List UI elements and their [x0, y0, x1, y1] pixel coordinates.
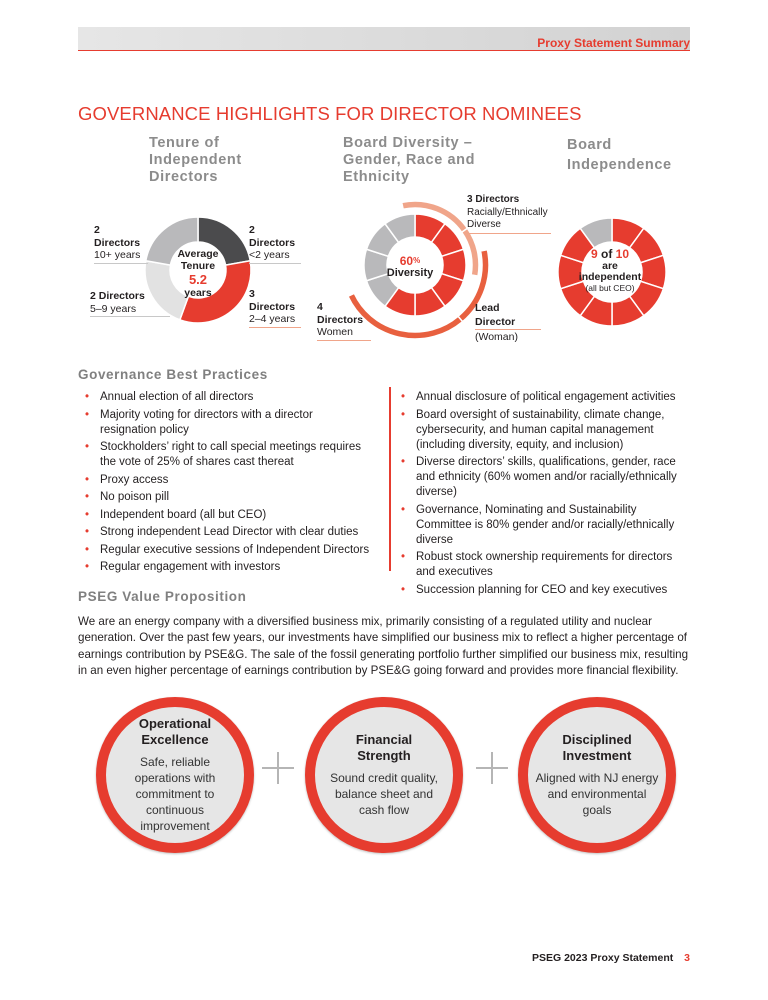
percent-sign: %: [413, 256, 421, 265]
section-title: Proxy Statement Summary: [537, 36, 690, 50]
title: Lead Director: [475, 301, 541, 330]
plus-icon: [262, 752, 294, 784]
racial-diversity-label: [467, 194, 551, 234]
best-practice-item: • Annual disclosure of political engagement activities: [398, 390, 690, 405]
page-header-bar: [78, 27, 690, 51]
count: 2 Directors: [249, 224, 296, 249]
pillar-disciplined-investment: [518, 697, 676, 853]
count: 4 Directors: [317, 301, 364, 326]
best-practice-item: • Majority voting for directors with a director resignation policy: [82, 408, 372, 438]
best-practice-item: • Robust stock ownership requirements for directors and executives: [398, 550, 690, 580]
average-tenure-value: 5.2: [188, 272, 208, 287]
best-practices-left-list: [82, 390, 372, 578]
value-prop-heading: PSEG Value Proposition: [78, 589, 247, 604]
best-practice-item: • Diverse directors’ skills, qualifications, gender, race and ethnicity (60% women and/or racially/ethnically diverse): [398, 455, 690, 500]
best-practices-right-list: [398, 390, 690, 600]
diversity-heading: [343, 135, 475, 186]
center-label: Tenure: [180, 260, 216, 272]
best-practice-item: • Annual election of all directors: [82, 390, 372, 405]
heading-line: Independence: [567, 157, 672, 173]
of-text: of: [597, 247, 616, 261]
diversity-center: [380, 255, 440, 279]
pillar-financial-strength: [305, 697, 463, 853]
center-unit: years: [184, 287, 212, 299]
range: 2–4 years: [249, 313, 296, 325]
pillar-title: Disciplined: [562, 732, 632, 747]
tenure-label-10plus: [94, 224, 148, 264]
total-count: 10: [615, 247, 630, 261]
diversity-label: Diversity: [386, 267, 434, 279]
heading-line: Gender, Race and: [343, 152, 476, 168]
heading-line: Board Diversity –: [343, 135, 473, 151]
pillar-title: Investment: [562, 748, 632, 763]
label: Diverse: [467, 219, 501, 230]
heading-line: Board: [567, 137, 612, 153]
best-practice-item: • Proxy access: [82, 473, 372, 488]
best-practices-heading: Governance Best Practices: [78, 367, 268, 382]
best-practice-item: • Board oversight of sustainability, climate change, cybersecurity, and human capital management (including diversity, equity, and inclusion): [398, 408, 690, 453]
center-label: Average: [177, 248, 219, 260]
heading-line: Directors: [149, 169, 219, 185]
label: independent: [578, 271, 642, 283]
pillar-operational-excellence: [96, 697, 254, 853]
independence-center: [577, 248, 643, 294]
heading-line: Tenure of: [149, 135, 220, 151]
diversity-percent: 60: [399, 254, 414, 268]
count: 2 Directors: [90, 290, 145, 302]
best-practice-item: • Strong independent Lead Director with clear duties: [82, 525, 372, 540]
heading-line: Independent: [149, 152, 242, 168]
footer-doc-title: PSEG 2023 Proxy Statement: [532, 952, 674, 964]
tenure-label-5to9: [90, 290, 170, 317]
lead-director-label: [475, 301, 541, 344]
tenure-label-lt2: [249, 224, 301, 264]
pillar-body: Safe, reliable operations with commitment to continuous improvement: [134, 755, 216, 833]
best-practice-item: • Governance, Nominating and Sustainability Committee is 80% gender and/or racially/ethnically diverse: [398, 503, 690, 548]
label: are: [602, 260, 618, 272]
label: (Woman): [475, 331, 518, 343]
best-practice-item: • Regular engagement with investors: [82, 560, 372, 575]
best-practice-item: • Stockholders’ right to call special meetings requires the vote of 25% of shares cast thereat: [82, 440, 372, 470]
tenure-center: [168, 248, 228, 299]
pillar-body: Sound credit quality, balance sheet and cash flow: [330, 771, 438, 817]
independence-heading: [567, 135, 672, 175]
column-divider: [389, 387, 391, 571]
page-footer: [532, 952, 690, 964]
tenure-heading: [149, 135, 242, 186]
independent-count: 9: [590, 247, 598, 261]
count: 3 Directors: [249, 288, 296, 313]
range: 5–9 years: [90, 302, 137, 315]
women-label: [317, 301, 371, 341]
best-practice-item: • No poison pill: [82, 490, 372, 505]
pillar-title: Excellence: [141, 732, 209, 747]
range: 10+ years: [94, 249, 141, 261]
range: <2 years: [249, 249, 290, 261]
count: 3 Directors: [467, 194, 520, 205]
label: Women: [317, 326, 353, 338]
plus-icon: [476, 752, 508, 784]
best-practice-item: • Independent board (all but CEO): [82, 508, 372, 523]
label: Racially/Ethnically: [467, 206, 548, 218]
best-practice-item: • Regular executive sessions of Independent Directors: [82, 543, 372, 558]
count: 2 Directors: [94, 224, 141, 249]
page-title: GOVERNANCE HIGHLIGHTS FOR DIRECTOR NOMINEES: [78, 103, 582, 124]
page-number: 3: [684, 952, 690, 964]
pillar-title: Financial: [355, 732, 413, 747]
heading-line: Ethnicity: [343, 169, 410, 185]
pillar-body: Aligned with NJ energy and environmental goals: [535, 771, 659, 817]
pillar-title: Operational: [138, 716, 212, 731]
value-prop-body: We are an energy company with a diversified business mix, primarily consisting of a regulated utility and nuclear generation. Over the past few years, our investments have simplified our business mix to reflect a higher percentage of earnings contribution by PSE&G. The sale of the fossil generating portfolio further simplified our business mix, resulting in an even higher percentage of earnings contribution by PSE&G going forward and provides more financial flexibility.: [78, 615, 689, 677]
tenure-label-2to4: [249, 288, 301, 328]
pillar-title: Strength: [357, 748, 411, 763]
best-practice-item: • Succession planning for CEO and key executives: [398, 583, 690, 598]
note: (all but CEO): [585, 283, 635, 293]
